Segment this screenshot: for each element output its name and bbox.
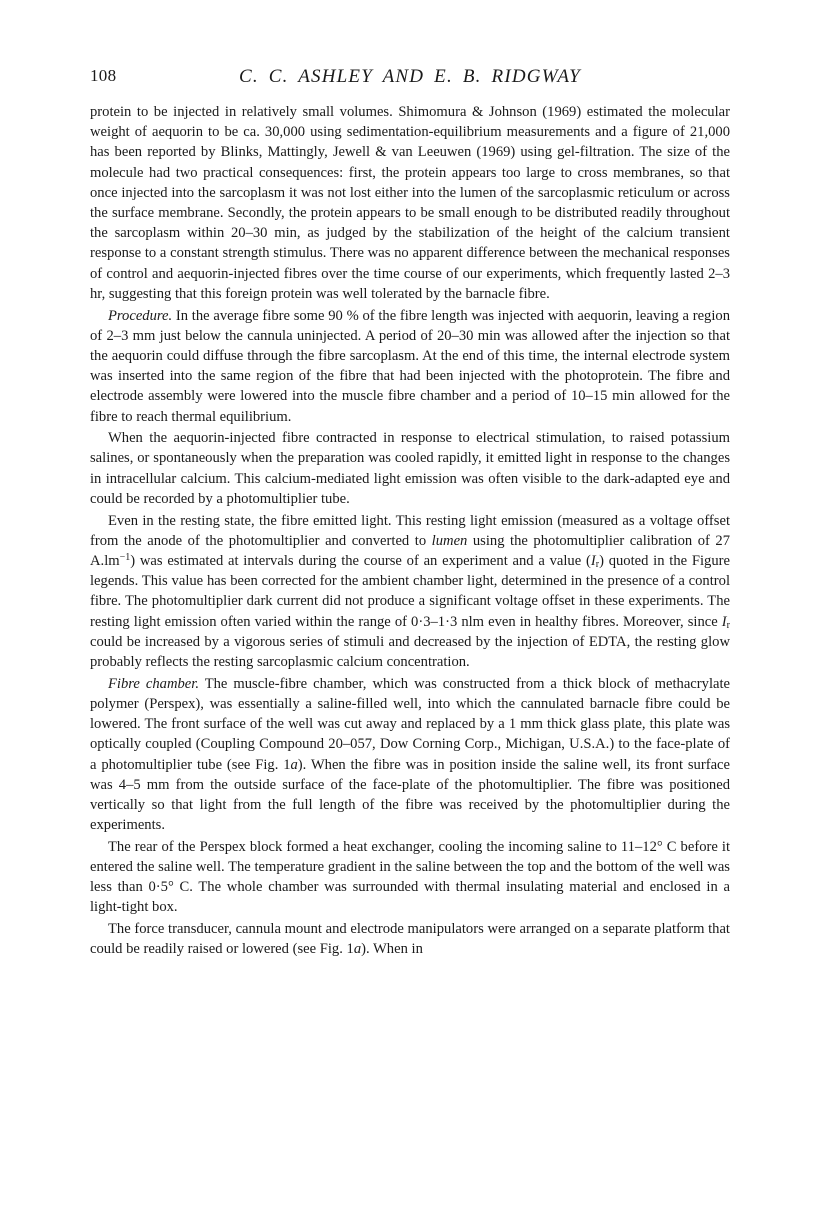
- subscript-r: r: [595, 558, 600, 570]
- running-title: C. C. ASHLEY AND E. B. RIDGWAY: [239, 66, 581, 87]
- figure-ref-letter: a: [290, 756, 298, 773]
- text-span: ). When in: [361, 941, 423, 958]
- paragraph-force-transducer: [90, 919, 730, 959]
- paragraph-fibre-chamber: [90, 674, 730, 836]
- paragraph-aequorin-size: protein to be injected in relatively small volumes. Shimomura & Johnson (1969) estimated the molecular weight of aequorin to be ca. 30,000 using sedimentation-equilibrium measurements and a figure of 21,000 has been reported by Blinks, Mattingly, Jewell & van Leeuwen (1969) using gel-filtration. The size of the molecule had two practical consequences: first, the protein appears too large to cross membranes, so that once injected into the sarcoplasm it was not lost either into the lumen of the sarcoplasmic reticulum or across the surface membrane. Secondly, the protein appears to be small enough to be distributed readily throughout the sarcoplasm within 20–30 min, as judged by the stabilization of the height of the calcium transient response to a constant strength stimulus. There was no apparent difference between the mechanical responses of control and aequorin-injected fibres over the time course of our experiments, which frequently lasted 2–3 hr, suggesting that this foreign protein was well tolerated by the barnacle fibre.: [90, 104, 730, 302]
- text-span: The force transducer, cannula mount and electrode manipulators were arranged on a separate platform that could be readily raised or lowered (see Fig. 1: [90, 921, 730, 958]
- text-span: ) was estimated at intervals during the course of an experiment and a value (: [130, 552, 591, 569]
- page-number: 108: [90, 66, 117, 85]
- text-span: Even in the resting state, the fibre emitted light. This resting light emission (measured as a voltage offset from the anode of the photomultiplier and converted to: [90, 512, 730, 549]
- runin-heading-procedure: Procedure.: [108, 307, 173, 324]
- text-span: using the photomultiplier calibration of 27 A.lm: [90, 532, 730, 569]
- superscript-exponent: −1: [119, 551, 131, 563]
- text-span: ) quoted in the Figure legends. This value has been corrected for the ambient chamber light, determined in the presence of a control fibre. The photomultiplier dark current did not produce a significant voltage offset in these experiments. The resting light emission often varied within the range of 0·3–1·3 nlm even in healthy fibres. Moreover, since: [90, 552, 730, 630]
- symbol-i: I: [590, 552, 596, 569]
- running-head: [90, 66, 730, 102]
- text-span: could be increased by a vigorous series of stimuli and decreased by the injection of EDTA, the resting glow probably reflects the resting sarcoplasmic calcium concentration.: [90, 633, 730, 670]
- text-span: ). When the fibre was in position inside the saline well, its front surface was 4–5 mm from the outside surface of the face-plate of the photomultiplier. The fibre was positioned vertically so that light from the full length of the fibre was received by the photomultiplier during the experiments.: [90, 756, 730, 834]
- paragraph-light-emission: When the aequorin-injected fibre contracted in response to electrical stimulation, to raised potassium salines, or spontaneously when the preparation was cooled rapidly, it emitted light in response to the changes in intracellular calcium. This calcium-mediated light emission was often visible to the dark-adapted eye and could be recorded by a photomultiplier tube.: [90, 430, 730, 507]
- italic-term-lumen: lumen: [431, 532, 468, 549]
- journal-page: [90, 66, 730, 960]
- text-span: The muscle-fibre chamber, which was constructed from a thick block of methacrylate polymer (Perspex), was essentially a saline-filled well, into which the cannulated barnacle fibre could be lowered. The front surface of the well was cut away and replaced by a 1 mm thick glass plate, this plate was optically coupled (Coupling Compound 20–057, Dow Corning Corp., Michigan, U.S.A.) to the face-plate of a photomultiplier tube (see Fig. 1: [90, 675, 731, 773]
- paragraph-resting-state: [90, 511, 730, 673]
- paragraph-procedure-text: In the average fibre some 90 % of the fibre length was injected with aequorin, leaving a region of 2–3 mm just below the cannula uninjected. A period of 20–30 min was allowed after the injection so that the aequorin could diffuse through the fibre sarcoplasm. At the end of this time, the internal electrode system was inserted into the same region of the fibre that had been injected with the photoprotein. The fibre and electrode assembly were lowered into the muscle fibre chamber and a period of 10–15 min allowed for the fibre to reach thermal equilibrium.: [90, 307, 730, 425]
- runin-heading-fibre-chamber: Fibre chamber.: [108, 675, 199, 692]
- figure-ref-letter: a: [353, 941, 362, 958]
- subscript-r: r: [726, 619, 730, 631]
- symbol-i: I: [721, 613, 727, 630]
- article-body: [90, 102, 730, 960]
- paragraph-procedure: [90, 306, 730, 427]
- paragraph-heat-exchanger: The rear of the Perspex block formed a heat exchanger, cooling the incoming saline to 11–12° C before it entered the saline well. The temperature gradient in the saline between the top and the bottom of the well was less than 0·5° C. The whole chamber was surrounded with thermal insulating material and enclosed in a light-tight box.: [90, 838, 730, 916]
